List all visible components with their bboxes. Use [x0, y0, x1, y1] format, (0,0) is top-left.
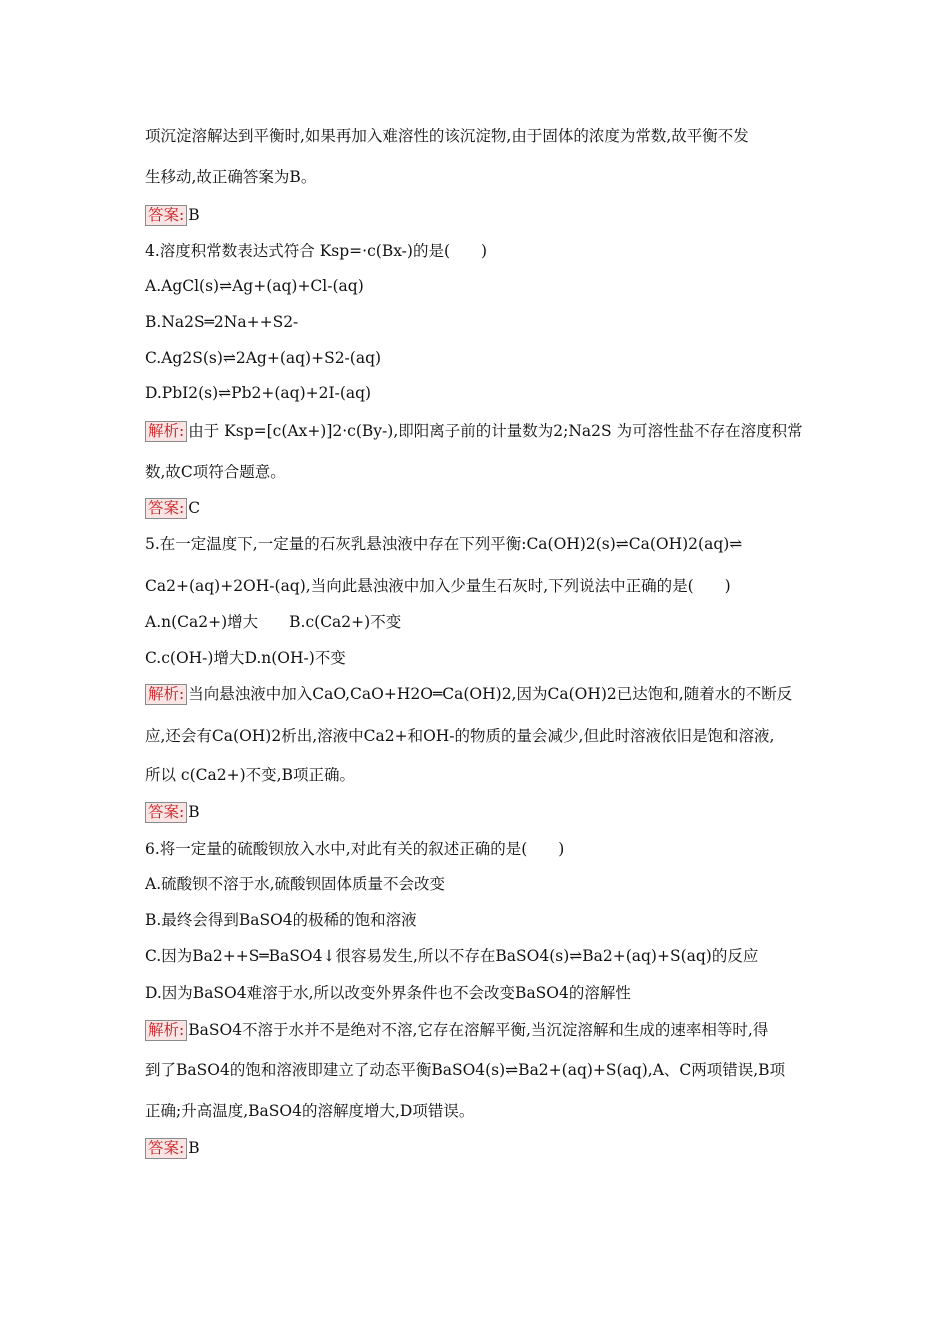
- q4-option-a: A.AgCl(s)⇌Ag+(aq)+Cl-(aq): [145, 277, 364, 295]
- q4-option-d: D.PbI2(s)⇌Pb2+(aq)+2I-(aq): [145, 384, 372, 402]
- q5-answer: [145, 801, 200, 823]
- q6-option-d: D.因为BaSO4难溶于水,所以改变外界条件也不会改变BaSO4的溶解性: [145, 984, 631, 1002]
- intro-line-2: 生移动,故正确答案为B。: [145, 168, 317, 186]
- q5-analysis-line-1: [145, 683, 792, 705]
- answer-value: B: [188, 803, 200, 821]
- q5-analysis-line-2: 应,还会有Ca(OH)2析出,溶液中Ca2+和OH-的物质的量会减少,但此时溶液依旧是饱和溶液,: [145, 727, 775, 745]
- analysis-text: BaSO4不溶于水并不是绝对不溶,它存在溶解平衡,当沉淀溶解和生成的速率相等时,得: [188, 1021, 769, 1039]
- q5-options-cd: C.c(OH-)增大D.n(OH-)不变: [145, 649, 346, 667]
- q4-option-b: B.Na2S═2Na++S2-: [145, 313, 299, 331]
- answer-value: B: [188, 206, 200, 224]
- answer-label: 答案:: [145, 1138, 187, 1159]
- q6-option-c: C.因为Ba2++S═BaSO4↓很容易发生,所以不存在BaSO4(s)⇌Ba2+(aq)+S(aq)的反应: [145, 947, 759, 965]
- intro-answer: [145, 204, 200, 226]
- answer-label: 答案:: [145, 802, 187, 823]
- intro-line-1: 项沉淀溶解达到平衡时,如果再加入难溶性的该沉淀物,由于固体的浓度为常数,故平衡不发: [145, 127, 749, 145]
- analysis-label: 解析:: [145, 421, 187, 442]
- q6-analysis-line-3: 正确;升高温度,BaSO4的溶解度增大,D项错误。: [145, 1102, 475, 1120]
- analysis-text: 由于 Ksp=[c(Ax+)]2·c(By-),即阳离子前的计量数为2;Na2S 为可溶性盐不存在溶度积常: [188, 422, 803, 440]
- q4-analysis-line-2: 数,故C项符合题意。: [145, 463, 286, 481]
- q4-answer: [145, 497, 200, 519]
- q4-option-c: C.Ag2S(s)⇌2Ag+(aq)+S2-(aq): [145, 349, 382, 367]
- q5-stem-line-1: 5.在一定温度下,一定量的石灰乳悬浊液中存在下列平衡:Ca(OH)2(s)⇌Ca(OH)2(aq)⇌: [145, 535, 743, 553]
- analysis-label: 解析:: [145, 1020, 187, 1041]
- q6-analysis-line-2: 到了BaSO4的饱和溶液即建立了动态平衡BaSO4(s)⇌Ba2+(aq)+S(aq),A、C两项错误,B项: [145, 1061, 786, 1079]
- q6-answer: [145, 1137, 200, 1159]
- answer-value: B: [188, 1139, 200, 1157]
- q6-option-a: A.硫酸钡不溶于水,硫酸钡固体质量不会改变: [145, 875, 446, 893]
- analysis-label: 解析:: [145, 684, 187, 705]
- q5-options-ab: A.n(Ca2+)增大 B.c(Ca2+)不变: [145, 613, 402, 631]
- q5-stem-line-2: Ca2+(aq)+2OH-(aq),当向此悬浊液中加入少量生石灰时,下列说法中正确的是( ): [145, 577, 731, 595]
- answer-label: 答案:: [145, 205, 187, 226]
- analysis-text: 当向悬浊液中加入CaO,CaO+H2O═Ca(OH)2,因为Ca(OH)2已达饱和,随着水的不断反: [188, 685, 793, 703]
- q5-analysis-line-3: 所以 c(Ca2+)不变,B项正确。: [145, 766, 355, 784]
- q4-stem: 4.溶度积常数表达式符合 Ksp=·c(Bx-)的是( ): [145, 242, 488, 260]
- q6-option-b: B.最终会得到BaSO4的极稀的饱和溶液: [145, 911, 417, 929]
- q6-stem: 6.将一定量的硫酸钡放入水中,对此有关的叙述正确的是( ): [145, 840, 565, 858]
- q4-analysis-line-1: [145, 420, 803, 442]
- answer-label: 答案:: [145, 498, 187, 519]
- q6-analysis-line-1: [145, 1019, 768, 1041]
- answer-value: C: [188, 499, 201, 517]
